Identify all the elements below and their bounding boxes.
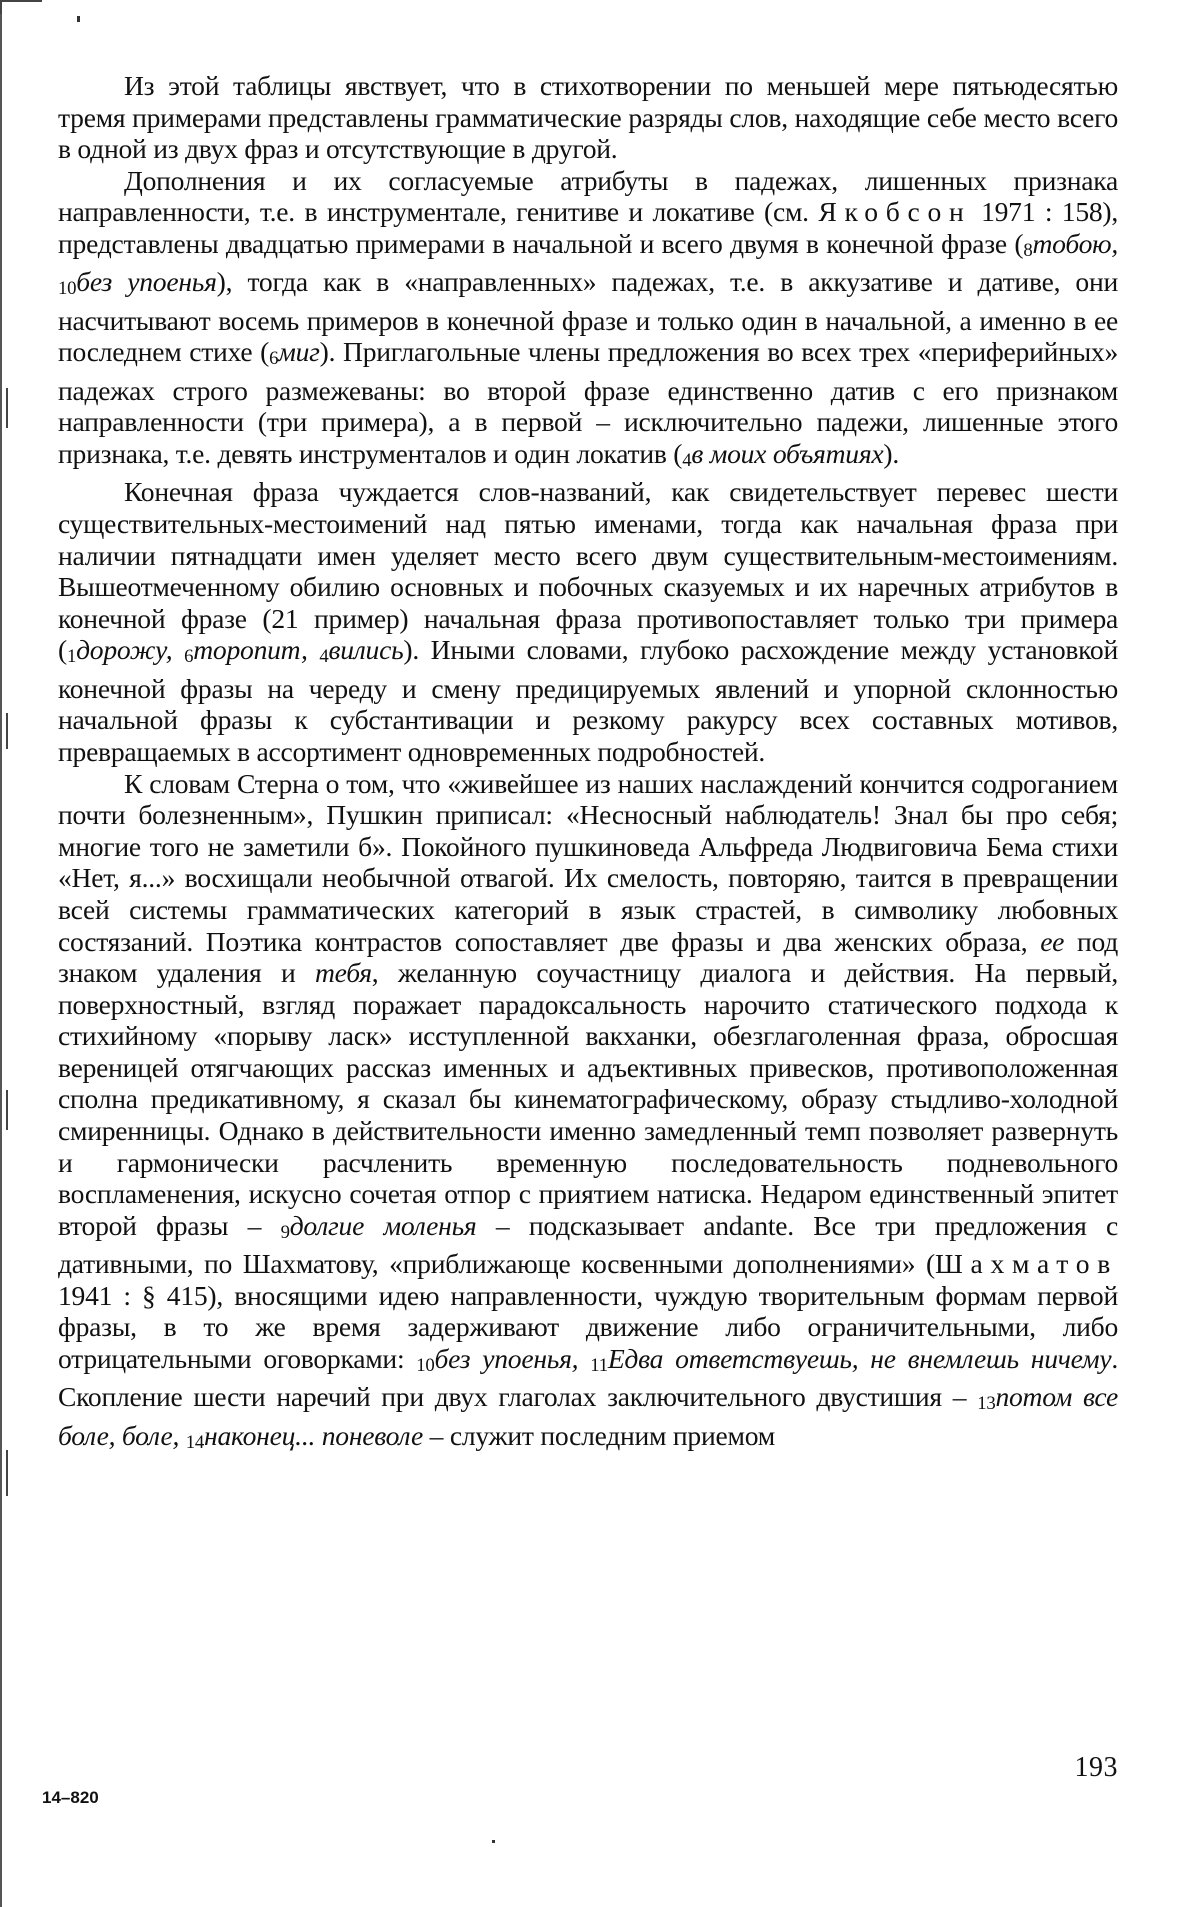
text-run: К словам Стерна о том, что «живейшее из наших наслаждений кончится содроганием почти болезненным», Пушкин приписал: «Несносный наблюдатель! Знал бы про себя; многие того не заметили б». Покойного пушкиноведа Альфреда Людвиговича Бема стихи «Нет, я...» восхищали необычной отвагой. Их смелость, повторяю, таится в превращении всей системы грамматических категорий в язык страстей, в символику любовных состязаний. Поэтика контрастов сопоставляет две фразы и два женских образа, — [58, 767, 1118, 957]
page-number: 193 — [1074, 1752, 1118, 1783]
text-run: Конечная фраза чуждается слов-названий, как свидетельствует перевес шести существительных-местоимений над пятью именами, тогда как начальная фраза при наличии пятнадцати имен уделяет место всего двум существительным-местоимениям. Вышеотмеченному обилию основных и побочных сказуемых и их наречных атрибутов в конечной фразе (21 пример) начальная фраза противопоставляет только три примера ( — [58, 476, 1118, 666]
text-run: ). — [883, 437, 899, 469]
italic-quote: без упоенья — [76, 266, 217, 298]
line-number: 6 — [269, 348, 279, 370]
italic-quote: тебя — [314, 957, 372, 989]
italic-quote: миг — [278, 336, 320, 368]
paragraph — [58, 70, 1118, 165]
page-body — [58, 70, 1118, 1458]
text-run: ). Приглагольные члены предложения во всех трех «периферийных» падежах строго размежеваны: во второй фразе единственно датив с его признаком направленности (три примера), а в первой – исключительно падежи, лишенные этого признака, т.е. девять инструменталов и один локатив ( — [58, 336, 1118, 469]
italic-quote: без упоенья, — [434, 1343, 579, 1375]
text-run: . Скопление шести наречий при двух глаголах заключительного двустишия – — [58, 1343, 1118, 1413]
italic-quote: в моих объятиях — [691, 437, 884, 469]
text-run — [172, 634, 184, 665]
italic-quote: наконец... поневоле — [204, 1419, 423, 1451]
italic-quote: вились — [328, 634, 404, 666]
line-number: 4 — [682, 449, 692, 471]
italic-quote: дорожу, — [76, 634, 173, 666]
text-run — [179, 1420, 186, 1451]
text-run: 1941 : § 415), вносящими идею направленности, чуждую творительным формам первой фразы, в то же время задерживают движение либо ограничительными, либо отрицательными оговорками: — [58, 1279, 1118, 1375]
line-number: 6 — [184, 646, 194, 668]
scan-edge-top — [0, 0, 42, 14]
italic-quote: Едва ответствуешь, не внемлешь ничему — [607, 1343, 1112, 1375]
margin-mark — [6, 1450, 8, 1496]
text-run: 1971 : 158), представлены двадцатью примерами в начальной и всего двумя в конечной фразе ( — [58, 196, 1119, 259]
text-run: – служит последним приемом — [422, 1419, 775, 1451]
spaced-author: Шахматов — [934, 1248, 1118, 1280]
text-run: под знаком удаления и — [58, 925, 1118, 989]
margin-mark — [6, 388, 8, 428]
text-run: Дополнения и их согласуемые атрибуты в падежах, лишенных признака направленности, т.е. в инструментале, генитиве и локативе (см. — [58, 164, 1118, 228]
italic-quote: торопит, — [193, 634, 308, 666]
line-number: 10 — [416, 1354, 435, 1376]
line-number: 9 — [280, 1221, 290, 1243]
paragraph — [58, 476, 1118, 767]
text-run: , желанную соучастницу диалога и действия. На первый, поверхностный, взгляд поражает парадоксальность нарочито статического подхода к стихийному «порыву ласк» исступленной вакханки, обезглаголенная фраза, обросшая вереницей отягчающих рассказ именных и адъективных привесков, противоположенная сполна предикативному, я сказал бы кинематографическому, образу стыдливо-холодной смиренницы. Однако в действительности именно замедленный темп позволяет развернуть и гармонически расчленить временную последовательность подневольного воспламенения, искусно сочетая отпор с приятием натиска. Недаром единственный эпитет второй фразы – — [58, 957, 1118, 1241]
text-run: ), тогда как в «направленных» падежах, т.е. в аккузативе и дативе, они насчитывают восемь примеров в конечной фразе и только один в начальной, а именно в ее последнем стихе ( — [58, 266, 1119, 368]
italic-quote: тобою, — [1032, 227, 1118, 259]
line-number: 10 — [58, 278, 77, 300]
scan-speck — [492, 1840, 495, 1843]
line-number: 8 — [1023, 239, 1033, 261]
text-run — [578, 1343, 590, 1374]
spaced-author: Якобсон — [818, 196, 972, 228]
text-run: ). Иными словами, глубоко расхождение между установкой конечной фразы на череду и смену предицируемых явлений и упорной склонностью начальной фразы к субстантивации и резкому ракурсу всех составных мотивов, превращаемых в ассортимент одновременных подробностей. — [58, 634, 1119, 767]
line-number: 14 — [185, 1431, 205, 1453]
italic-quote: ее — [1040, 925, 1065, 957]
italic-quote: потом все боле, боле, — [58, 1381, 1118, 1451]
text-run: Из этой таблицы явствует, что в стихотворении по меньшей мере пятьюдесятью тремя примерами представлены грамматические разряды слов, находящие себе место всего в одной из двух фраз и отсутствующие в другой. — [58, 70, 1118, 165]
margin-mark — [6, 1090, 8, 1130]
line-number: 13 — [977, 1393, 996, 1415]
scan-edge-left — [0, 0, 2, 1907]
printer-signature: 14–820 — [42, 1788, 99, 1807]
text-run: – подсказывает andante. Все три предложения с дативными, по Шахматову, «приближающе косвенными дополнениями» ( — [58, 1209, 1118, 1280]
line-number: 1 — [66, 646, 77, 668]
text-run — [308, 634, 320, 665]
scan-speck — [77, 16, 80, 22]
margin-mark — [6, 713, 8, 749]
paragraph — [58, 768, 1118, 1459]
line-number: 4 — [319, 646, 329, 668]
paragraph — [58, 165, 1118, 477]
italic-quote: долгие моленья — [289, 1209, 477, 1241]
line-number: 11 — [590, 1354, 608, 1376]
